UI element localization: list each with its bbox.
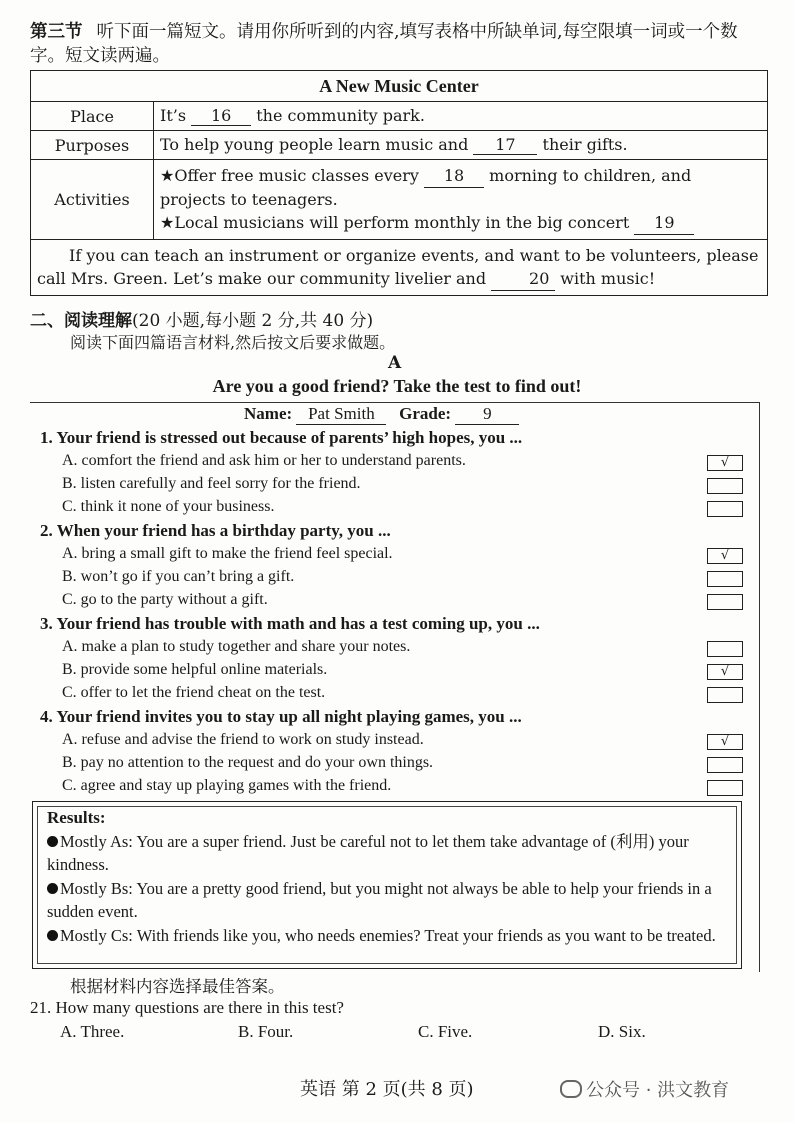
option-2b: B. won’t go if you can’t bring a gift. [62,568,295,585]
results-title: Results: [47,808,106,827]
answer-blank-18[interactable]: 18 [424,164,484,188]
part-heading [30,306,373,331]
question-1: 1. Your friend is stressed out because of parents’ high hopes, you ... [40,428,523,447]
answer-blank-16[interactable]: 16 [191,106,251,126]
row-label: Activities [31,160,154,240]
watermark [560,1076,729,1102]
quiz-title: Are you a good friend? Take the test to find out! [212,376,582,396]
table-row-purposes [31,131,768,160]
checkbox-2b[interactable] [707,571,743,587]
row-label: Purposes [31,131,154,160]
result-mostly-c [47,924,727,947]
table-row-place [31,102,768,131]
checkbox-3b[interactable]: √ [707,664,743,680]
question-4: 4. Your friend invites you to stay up all night playing games, you ... [40,707,522,726]
text: Mostly Bs: You are a pretty good friend, but you might not always be able to help your friends in a sudden event. [47,879,712,921]
option-4c: C. agree and stay up playing games with the friend. [62,777,392,794]
bullet-icon [47,930,58,941]
listening-instruction [30,20,770,68]
row-content [154,160,768,240]
choice-c[interactable]: C. Five. [418,1022,473,1041]
divider [30,402,760,403]
option-3c: C. offer to let the friend cheat on the test. [62,684,326,701]
row-content [31,240,768,296]
choice-b[interactable]: B. Four. [238,1022,294,1041]
wechat-icon [560,1080,582,1098]
name-grade-bar [244,404,519,425]
question-3: 3. Your friend has trouble with math and has a test coming up, you ... [40,614,540,633]
divider [759,402,760,972]
text: ★Local musicians will perform monthly in the big concert [160,213,630,232]
text: morning to children, and projects to teenagers. [160,166,692,209]
question-21: 21. How many questions are there in this test? [30,998,344,1017]
checkbox-2a[interactable]: √ [707,548,743,564]
option-1c: C. think it none of your business. [62,498,275,515]
option-4b: B. pay no attention to the request and do your own things. [62,754,434,771]
answer-blank-19[interactable]: 19 [634,211,694,235]
option-4a: A. refuse and advise the friend to work on study instead. [62,731,424,748]
checkbox-3a[interactable] [707,641,743,657]
table-row-footer [31,240,768,296]
answer-blank-17[interactable]: 17 [473,135,537,155]
heading-note: (20 小题,每小题 2 分,共 40 分) [132,311,374,331]
answer-blank-20[interactable]: 20 [491,267,555,291]
text: It’s [160,106,187,125]
text: their gifts. [542,135,628,154]
checkbox-2c[interactable] [707,594,743,610]
result-mostly-a [47,830,727,876]
checkbox-1b[interactable] [707,478,743,494]
task-instruction: 根据材料内容选择最佳答案。 [70,977,285,996]
option-1b: B. listen carefully and feel sorry for the friend. [62,475,361,492]
checkbox-4b[interactable] [707,757,743,773]
option-2c: C. go to the party without a gift. [62,591,268,608]
text: Mostly As: You are a super friend. Just be careful not to let them take advantage of (利用) your kindness. [47,832,689,874]
text: Mostly Cs: With friends like you, who needs enemies? Treat your friends as you want to be treated. [60,926,716,945]
table-row-activities [31,160,768,240]
grade-label: Grade: [399,404,452,423]
option-3a: A. make a plan to study together and share your notes. [62,638,411,655]
checkbox-4a[interactable]: √ [707,734,743,750]
checkbox-1c[interactable] [707,501,743,517]
name-value: Pat Smith [296,404,386,425]
table-title: A New Music Center [31,71,768,102]
watermark-text: 公众号 · 洪文教育 [586,1080,730,1101]
bullet-icon [47,883,58,894]
text: the community park. [256,106,425,125]
result-mostly-b [47,877,727,923]
section-label: 第三节 [30,22,83,42]
heading-text: 二、阅读理解 [30,311,132,331]
row-label: Place [31,102,154,131]
option-3b: B. provide some helpful online materials. [62,661,328,678]
text: If you can teach an instrument or organize events, and want to be volunteers, please call Mrs. Green. Let’s make our community livelier and [37,246,759,288]
row-content [154,102,768,131]
music-center-table [30,70,768,296]
choice-a[interactable]: A. Three. [60,1022,125,1041]
passage-label: A [388,353,402,373]
part-instruction: 阅读下面四篇语言材料,然后按文后要求做题。 [70,333,396,352]
checkbox-1a[interactable]: √ [707,455,743,471]
option-1a: A. comfort the friend and ask him or her to understand parents. [62,452,466,469]
results-box [32,801,742,969]
text: with music! [560,269,656,288]
text: ★Offer free music classes every [160,166,419,185]
name-label: Name: [244,404,293,423]
checkbox-3c[interactable] [707,687,743,703]
text: To help young people learn music and [160,135,469,154]
page-footer: 英语 第 2 页(共 8 页) [300,1079,474,1100]
bullet-icon [47,836,58,847]
question-2: 2. When your friend has a birthday party, you ... [40,521,391,540]
option-2a: A. bring a small gift to make the friend feel special. [62,545,393,562]
grade-value: 9 [455,404,519,425]
checkbox-4c[interactable] [707,780,743,796]
instruction-text: 听下面一篇短文。请用你所听到的内容,填写表格中所缺单词,每空限填一词或一个数字。短文读两遍。 [30,22,738,66]
row-content [154,131,768,160]
choice-d[interactable]: D. Six. [598,1022,646,1041]
